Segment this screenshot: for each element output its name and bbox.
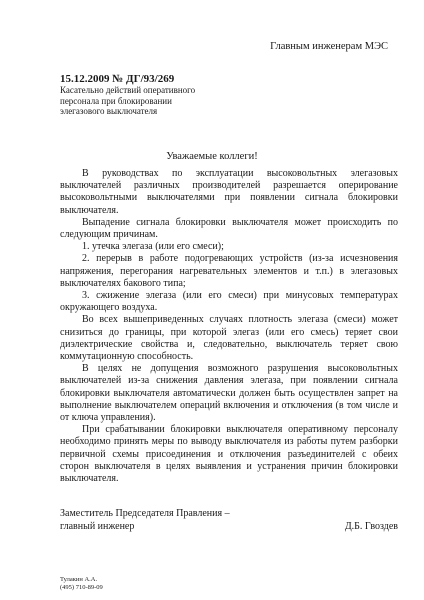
signatory-title: главный инженер: [60, 520, 135, 532]
signatory-title: Заместитель Председателя Правления –: [60, 508, 230, 519]
letter-body: [60, 168, 398, 485]
executor-name: Тулакин А.А.: [60, 576, 98, 583]
reason-item: 2. перерыв в работе подогревающих устройств (из-за исчезновения напряжения, перегорания нагревательных элементов и т.п.) в элегазовых выключателях бакового типа;: [60, 253, 398, 289]
executor-contact: [60, 576, 103, 592]
document-number: 15.12.2009 № ДГ/93/269: [60, 73, 175, 85]
reason-item: 3. сжижение элегаза (или его смеси) при минусовых температурах окружающего воздуха.: [60, 290, 398, 314]
executor-phone: (495) 710-89-09: [60, 584, 103, 591]
subject-line: элегазового выключателя: [60, 106, 158, 116]
body-paragraph: При срабатывании блокировки выключателя оперативному персоналу необходимо принять меры по выводу выключателя из работы путем разборки первичной схемы присоединения и отключения разъединителей с обеих сторон выключателя в целях выявления и устранения причин блокировки выключателя.: [60, 424, 398, 485]
addressee: Главным инженерам МЭС: [270, 41, 388, 52]
subject: [60, 85, 260, 117]
signatory-name: Д.Б. Гвоздев: [344, 520, 398, 532]
body-paragraph: Во всех вышеприведенных случаях плотность элегаза (смеси) может снизиться до границы, при которой элегаз (или его смесь) теряет свои диэлектрические свойства и, следовательно, выключатель теряет свою коммутационную способность.: [60, 314, 398, 363]
subject-line: персонала при блокировании: [60, 95, 172, 106]
body-paragraph: В руководствах по эксплуатации высоковольтных элегазовых выключателей различных производителей разрешается оперирование высоковольтными выключателями при появлении сигнала блокировки выключателя.: [60, 168, 398, 216]
body-paragraph: В целях не допущения возможного разрушения высоковольтных выключателей из-за снижения давления элегаза, при появлении сигнала блокировки выключателя автоматически должен быть осуществлен запрет на выполнение выключателем операций включения и отключения (в том числе и от ключа управления).: [60, 363, 398, 424]
signature-block: [60, 508, 398, 533]
greeting: Уважаемые коллеги!: [166, 151, 258, 162]
body-paragraph: Выпадение сигнала блокировки выключателя может происходить по следующим причинам.: [60, 216, 398, 241]
subject-line: Касательно действий оперативного: [60, 85, 196, 95]
reason-item: 1. утечка элегаза (или его смеси);: [82, 241, 224, 253]
